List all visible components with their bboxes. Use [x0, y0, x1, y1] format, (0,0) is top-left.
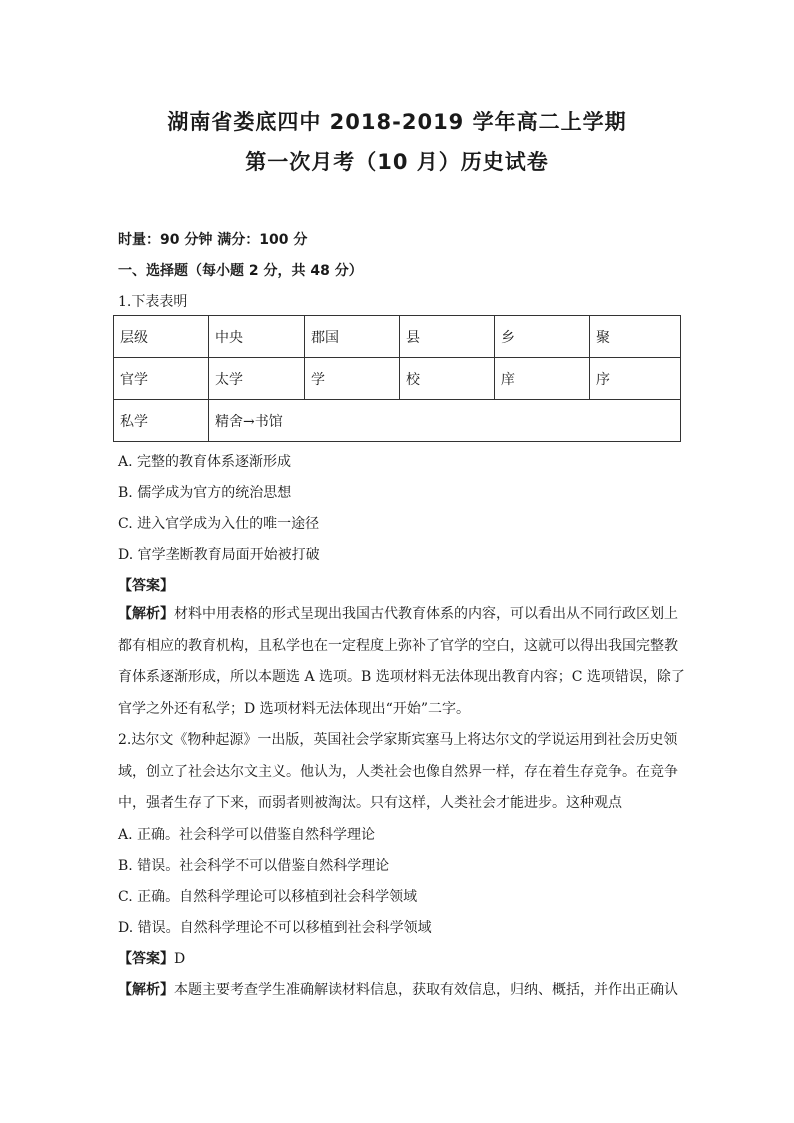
analysis-line: 都有相应的教育机构，且私学也在一定程度上弥补了官学的空白，这就可以得出我国完整教: [118, 637, 678, 654]
section-heading: 一、选择题（每小题 2 分，共 48 分）: [118, 263, 363, 279]
table-cell: 聚: [590, 316, 681, 358]
q2-analysis-text: 本题主要考查学生准确解读材料信息，获取有效信息，归纳、概括，并作出正确认: [174, 982, 678, 998]
analysis-line: 育体系逐渐形成，所以本题选 A 选项。B 选项材料无法体现出教育内容；C 选项错误，除了: [118, 669, 685, 685]
analysis-line: 官学之外还有私学；D 选项材料无法体现出“开始”二字。: [118, 700, 470, 717]
table-cell: 郡国: [305, 316, 400, 358]
q2-option-b: B. 错误。社会科学不可以借鉴自然科学理论: [118, 858, 390, 874]
q2-option-a: A. 正确。社会科学可以借鉴自然科学理论: [118, 827, 376, 843]
q2-stem: [118, 725, 680, 820]
q2-analysis-label: 【解析】: [118, 982, 174, 998]
q1-table: [113, 315, 681, 442]
q2-option-d: D. 错误。自然科学理论不可以移植到社会科学领域: [118, 920, 432, 936]
table-cell: 乡: [495, 316, 590, 358]
table-cell: 私学: [114, 400, 209, 442]
table-cell: 序: [590, 358, 681, 400]
q1-analysis: [118, 599, 685, 725]
stem-line: 中，强者生存了下来，而弱者则被淘汰。只有这样，人类社会才能进步。这种观点: [118, 795, 622, 811]
q2-answer-value: D: [174, 951, 186, 967]
q1-option-c: C. 进入官学成为入仕的唯一途径: [118, 516, 320, 532]
q1-option-d: D. 官学垄断教育局面开始被打破: [118, 547, 320, 563]
table-row: [114, 400, 681, 442]
table-cell: 官学: [114, 358, 209, 400]
table-row: [114, 316, 681, 358]
q2-answer: [118, 948, 185, 968]
table-cell: 中央: [209, 316, 305, 358]
q2-option-c: C. 正确。自然科学理论可以移植到社会科学领域: [118, 889, 418, 905]
table-row: [114, 358, 681, 400]
q1-option-b: B. 儒学成为官方的统治思想: [118, 485, 292, 501]
q2-answer-label: 【答案】: [118, 951, 174, 967]
table-cell: 层级: [114, 316, 209, 358]
q1-analysis-label: 【解析】: [118, 606, 174, 622]
table-cell: 校: [400, 358, 495, 400]
q2-analysis: [118, 979, 678, 999]
stem-line: 域，创立了社会达尔文主义。他认为，人类社会也像自然界一样，存在着生存竞争。在竞争: [118, 763, 678, 780]
analysis-text: 材料中用表格的形式呈现出我国古代教育体系的内容，可以看出从不同行政区划上: [174, 606, 678, 622]
q1-stem: 1.下表表明: [118, 294, 188, 310]
stem-line: 2.达尔文《物种起源》一出版，英国社会学家斯宾塞马上将达尔文的学说运用到社会历史领: [118, 732, 678, 748]
table-cell: 庠: [495, 358, 590, 400]
exam-title-line2: 第一次月考（10 月）历史试卷: [245, 150, 549, 174]
table-cell: 学: [305, 358, 400, 400]
q1-answer-label: 【答案】: [118, 578, 174, 594]
table-cell: 精舍→书馆: [209, 400, 681, 442]
table-cell: 太学: [209, 358, 305, 400]
table-cell: 县: [400, 316, 495, 358]
exam-title-line1: 湖南省娄底四中 2018-2019 学年高二上学期: [167, 110, 627, 134]
analysis-line: [118, 599, 680, 631]
exam-info: 时量：90 分钟 满分：100 分: [118, 232, 308, 248]
q1-option-a: A. 完整的教育体系逐渐形成: [118, 454, 292, 470]
